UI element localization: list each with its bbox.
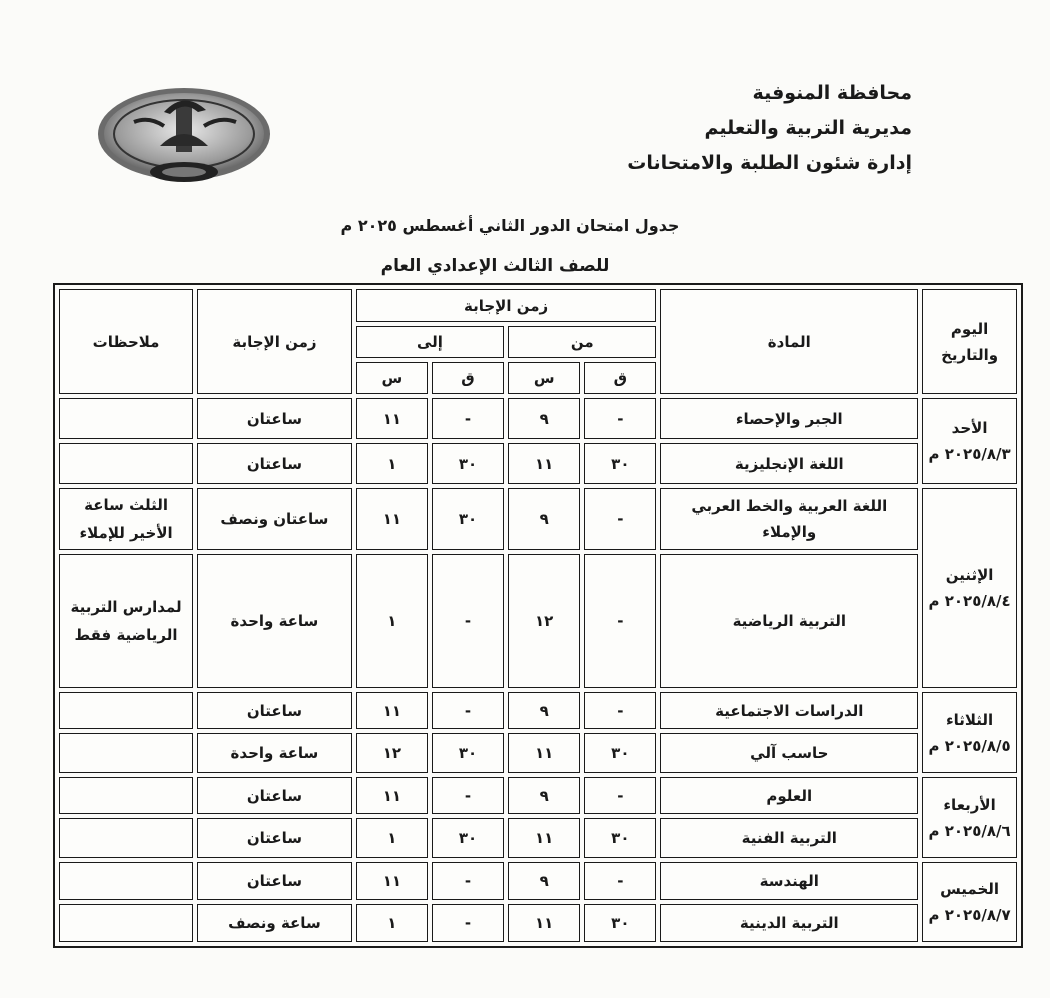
note-cell <box>59 862 193 900</box>
note-cell <box>59 733 193 773</box>
ministry-emblem-icon <box>94 82 274 192</box>
duration-cell: ساعة واحدة <box>197 554 352 688</box>
exam-schedule-table <box>53 283 1023 948</box>
duration-cell: ساعتان <box>197 777 352 814</box>
day-cell: الثلاثاء ٢٠٢٥/٨/٥ م <box>922 692 1017 773</box>
from-hour-cell: ٩ <box>508 398 580 439</box>
table-row <box>59 488 1017 550</box>
from-hour-cell: ١٢ <box>508 554 580 688</box>
note-cell <box>59 777 193 814</box>
header-duration: زمن الإجابة <box>197 289 352 394</box>
header-from: من <box>508 326 656 358</box>
to-minute-cell: - <box>432 904 504 942</box>
header-to: إلى <box>356 326 504 358</box>
note-cell: لمدارس التربية الرياضية فقط <box>59 554 193 688</box>
duration-cell: ساعتان <box>197 398 352 439</box>
to-minute-cell: ٣٠ <box>432 733 504 773</box>
subject-cell: التربية الرياضية <box>660 554 918 688</box>
to-hour-cell: ١١ <box>356 862 428 900</box>
from-hour-cell: ١١ <box>508 818 580 858</box>
document-subtitle: للصف الثالث الإعدادي العام <box>380 256 610 276</box>
to-hour-cell: ١٢ <box>356 733 428 773</box>
to-hour-cell: ١ <box>356 554 428 688</box>
to-hour-cell: ١١ <box>356 777 428 814</box>
from-hour-cell: ٩ <box>508 777 580 814</box>
header-from-hour: س <box>508 362 580 394</box>
table-row <box>59 862 1017 900</box>
day-cell: الإثنين ٢٠٢٥/٨/٤ م <box>922 488 1017 688</box>
subject-cell: الدراسات الاجتماعية <box>660 692 918 729</box>
note-cell <box>59 692 193 729</box>
from-minute-cell: ٣٠ <box>584 733 656 773</box>
from-hour-cell: ٩ <box>508 692 580 729</box>
from-minute-cell: ٣٠ <box>584 818 656 858</box>
table-row <box>59 554 1017 688</box>
header-to-hour: س <box>356 362 428 394</box>
subject-cell: العلوم <box>660 777 918 814</box>
duration-cell: ساعة واحدة <box>197 733 352 773</box>
table-row <box>59 733 1017 773</box>
from-hour-cell: ١١ <box>508 904 580 942</box>
table-row <box>59 692 1017 729</box>
table-row <box>59 443 1017 484</box>
governorate-name: محافظة المنوفية <box>752 82 912 104</box>
from-hour-cell: ١١ <box>508 443 580 484</box>
subject-cell: التربية الدينية <box>660 904 918 942</box>
table-row <box>59 398 1017 439</box>
duration-cell: ساعتان <box>197 443 352 484</box>
to-hour-cell: ١ <box>356 818 428 858</box>
header-from-minute: ق <box>584 362 656 394</box>
from-minute-cell: - <box>584 554 656 688</box>
header-day-date: اليوم والتاريخ <box>922 289 1017 394</box>
directorate-name: مديرية التربية والتعليم <box>704 117 912 139</box>
header-block <box>627 76 912 181</box>
day-cell: الأربعاء ٢٠٢٥/٨/٦ م <box>922 777 1017 858</box>
table-row <box>59 904 1017 942</box>
subject-cell: اللغة الإنجليزية <box>660 443 918 484</box>
duration-cell: ساعة ونصف <box>197 904 352 942</box>
from-minute-cell: ٣٠ <box>584 443 656 484</box>
header-to-minute: ق <box>432 362 504 394</box>
subject-cell: اللغة العربية والخط العربي والإملاء <box>660 488 918 550</box>
header-subject: المادة <box>660 289 918 394</box>
document-title: جدول امتحان الدور الثاني أغسطس ٢٠٢٥ م <box>340 216 680 235</box>
to-hour-cell: ١١ <box>356 692 428 729</box>
to-minute-cell: ٣٠ <box>432 443 504 484</box>
header-notes: ملاحظات <box>59 289 193 394</box>
from-hour-cell: ٩ <box>508 488 580 550</box>
note-cell <box>59 904 193 942</box>
note-cell: الثلث ساعة الأخير للإملاء <box>59 488 193 550</box>
to-minute-cell: ٣٠ <box>432 818 504 858</box>
table-row <box>59 777 1017 814</box>
from-minute-cell: - <box>584 692 656 729</box>
from-minute-cell: ٣٠ <box>584 904 656 942</box>
to-hour-cell: ١١ <box>356 398 428 439</box>
from-hour-cell: ٩ <box>508 862 580 900</box>
note-cell <box>59 398 193 439</box>
from-minute-cell: - <box>584 488 656 550</box>
day-cell: الأحد ٢٠٢٥/٨/٣ م <box>922 398 1017 484</box>
table-row <box>59 818 1017 858</box>
from-minute-cell: - <box>584 398 656 439</box>
department-name: إدارة شئون الطلبة والامتحانات <box>627 152 912 174</box>
to-hour-cell: ١ <box>356 904 428 942</box>
to-minute-cell: ٣٠ <box>432 488 504 550</box>
to-minute-cell: - <box>432 777 504 814</box>
to-hour-cell: ١ <box>356 443 428 484</box>
from-hour-cell: ١١ <box>508 733 580 773</box>
subject-cell: حاسب آلي <box>660 733 918 773</box>
to-minute-cell: - <box>432 692 504 729</box>
duration-cell: ساعتان <box>197 862 352 900</box>
duration-cell: ساعتان <box>197 818 352 858</box>
to-minute-cell: - <box>432 398 504 439</box>
to-minute-cell: - <box>432 554 504 688</box>
note-cell <box>59 818 193 858</box>
from-minute-cell: - <box>584 862 656 900</box>
subject-cell: الجبر والإحصاء <box>660 398 918 439</box>
duration-cell: ساعتان <box>197 692 352 729</box>
subject-cell: التربية الفنية <box>660 818 918 858</box>
duration-cell: ساعتان ونصف <box>197 488 352 550</box>
header-answer-time-group: زمن الإجابة <box>356 289 657 322</box>
from-minute-cell: - <box>584 777 656 814</box>
to-hour-cell: ١١ <box>356 488 428 550</box>
day-cell: الخميس ٢٠٢٥/٨/٧ م <box>922 862 1017 942</box>
subject-cell: الهندسة <box>660 862 918 900</box>
note-cell <box>59 443 193 484</box>
to-minute-cell: - <box>432 862 504 900</box>
